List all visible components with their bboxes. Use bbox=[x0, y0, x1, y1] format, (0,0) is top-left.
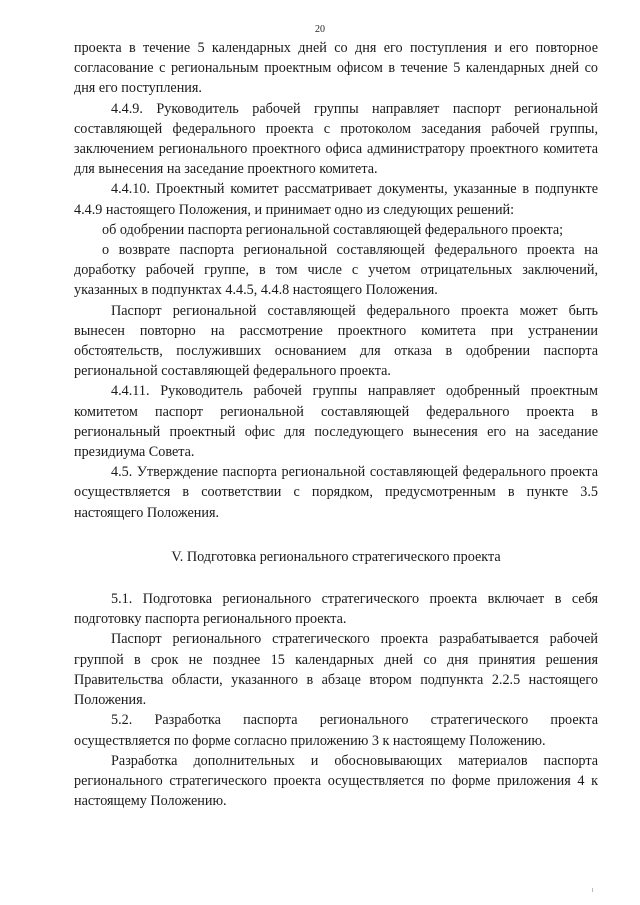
paragraph: 4.4.11. Руководитель рабочей группы направляет одобренный проектным комитетом паспорт региональной составляющей федерального проекта в региональный проектный офис для последующего вынесения его на заседание президиума Совета. bbox=[74, 383, 598, 461]
page-number: 20 bbox=[315, 24, 325, 35]
section-heading: V. Подготовка регионального стратегического проекта bbox=[171, 548, 501, 565]
paragraph: 4.4.9. Руководитель рабочей группы направляет паспорт региональной составляющей федерального проекта с протоколом заседания рабочей группы, заключением регионального проектного офиса администратору проектного комитета для вынесения на заседание проектного комитета. bbox=[74, 100, 598, 178]
document-body bbox=[74, 38, 598, 811]
paragraph: Паспорт региональной составляющей федерального проекта может быть вынесен повторно на рассмотрение проектного комитета при устранении обстоятельств, послуживших основанием для отказа в одобрении паспорта региональной составляющей федерального проекта. bbox=[74, 302, 598, 380]
scan-mark bbox=[592, 888, 593, 892]
paragraph: 5.2. Разработка паспорта регионального стратегического проекта осуществляется по форме согласно приложению 3 к настоящему Положению. bbox=[74, 712, 598, 749]
paragraph: Разработка дополнительных и обосновывающих материалов паспорта регионального стратегического проекта осуществляется по форме приложения 4 к настоящему Положению. bbox=[74, 752, 598, 810]
paragraph: 5.1. Подготовка регионального стратегического проекта включает в себя подготовку паспорта регионального проекта. bbox=[74, 591, 598, 628]
paragraph: Паспорт регионального стратегического проекта разрабатывается рабочей группой в срок не позднее 15 календарных дней со дня принятия решения Правительства области, указанного в абзаце втором подпункта 2.2.5 настоящего Положения. bbox=[74, 631, 598, 709]
paragraph: проекта в течение 5 календарных дней со дня его поступления и его повторное согласование с региональным проектным офисом в течение 5 календарных дней со дня его поступления. bbox=[74, 40, 598, 97]
paragraph: 4.4.10. Проектный комитет рассматривает документы, указанные в подпункте 4.4.9 настоящего Положения, и принимает одно из следующих решений: bbox=[74, 181, 598, 218]
paragraph: о возврате паспорта региональной составляющей федерального проекта на доработку рабочей группе, в том числе с учетом отрицательных заключений, указанных в подпунктах 4.4.5, 4.4.8 настоящего Положения. bbox=[74, 242, 598, 299]
paragraph: 4.5. Утверждение паспорта региональной составляющей федерального проекта осуществляется в соответствии с порядком, предусмотренным в пункте 3.5 настоящего Положения. bbox=[74, 464, 598, 521]
paragraph: об одобрении паспорта региональной составляющей федерального проекта; bbox=[102, 221, 564, 238]
